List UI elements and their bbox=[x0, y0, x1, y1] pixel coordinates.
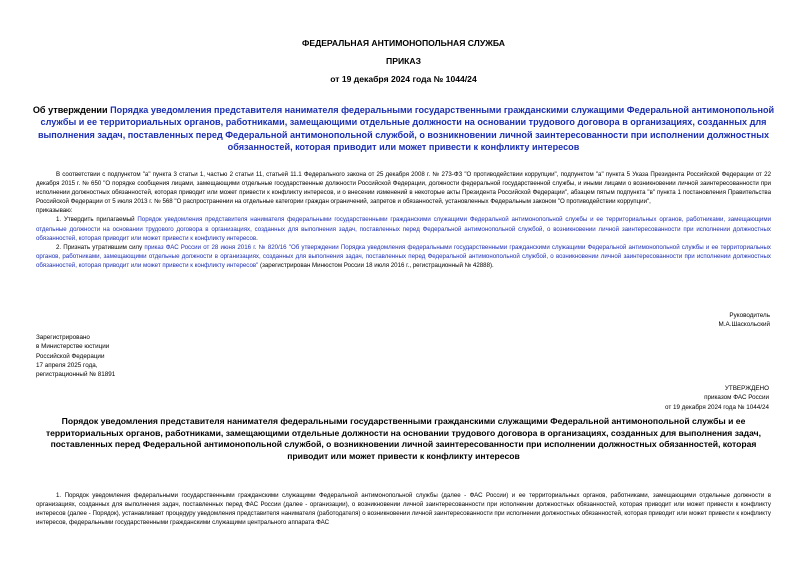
approval-line-2: приказом ФАС России bbox=[704, 394, 769, 402]
approval-line-1: УТВЕРЖДЕНО bbox=[724, 385, 769, 392]
procedure-item-1: 1. Порядок уведомления федеральными государственными гражданскими служащими Федеральной антимонопольной службы (далее - ФАС России) и ее территориальных органов, работниками, замещающими отдельные должности в организациях, созданных для выполнения задач, поставленных перед ФАС России (далее - организации), о возникновении личной заинтересованности при исполнении должностных обязанностей, которая приводит или может привести к конфликту интересов (далее - Порядок), устанавливает процедуру уведомления представителя нанимателя (работодателя) о возникновении личной заинтересованности при исполнении должностных обязанностей, которая приводит или может привести к конфликту интересов, федеральными государственными гражданскими служащими центрального аппарата ФАС bbox=[36, 492, 771, 527]
signature-block bbox=[719, 311, 770, 329]
item-2-prefix: 2. Признать утратившим силу bbox=[56, 243, 145, 251]
item-1-link[interactable]: Порядок уведомления представителя нанимателя федеральными государственными гражданскими служащими Федеральной антимонопольной службы и ее территориальных органов, работниками, замещающими отдельные должности на основании трудового договора в организациях, созданных для выполнения задач, поставленных перед Федеральной антимонопольной службой, о возникновении личной заинтересованности при исполнении должностных обязанностей, которая приводит или может привести к конфликту интересов bbox=[36, 216, 772, 242]
order-title bbox=[22, 104, 785, 154]
registration-block bbox=[36, 333, 115, 379]
approval-line-3: от 19 декабря 2024 года № 1044/24 bbox=[665, 403, 769, 411]
preamble-paragraph: В соответствии с подпунктом "а" пункта 3 статьи 1, частью 2 статьи 11, статьей 11.1 Федерального закона от 25 декабря 2008 г. № 273-ФЗ "О противодействии коррупции", подпунктом "а" пункта 5 Указа Президента Российской Федерации от 22 декабря 2015 г. № 650 "О порядке сообщения лицами, замещающими отдельные государственные должности Российской Федерации, должности федеральной государственной службы, и иными лицами о возникновении личной заинтересованности при исполнении должностных обязанностей, которая приводит или может привести к конфликту интересов, и о внесении изменений в некоторые акты Президента Российской Федерации", абзацем пятым подпункта "в" пункта 1 постановления Правительства Российской Федерации от 5 июля 2013 г. № 568 "О распространении на отдельные категории граждан ограничений, запретов и обязанностей, установленных Федеральным законом "О противодействии коррупции", bbox=[36, 171, 771, 206]
order-body bbox=[36, 170, 771, 270]
signer-name: М.А.Шаскольский bbox=[718, 321, 770, 329]
signer-position: Руководитель bbox=[729, 312, 770, 319]
registration-line-1: Зарегистрировано bbox=[36, 334, 90, 341]
item-1-suffix: . bbox=[256, 234, 258, 242]
approval-block bbox=[665, 384, 769, 412]
item-2-link[interactable]: приказ ФАС России от 28 июня 2016 г. № 820/16 "Об утверждении Порядка уведомления федеральными государственными гражданскими служащими Федеральной антимонопольной службы и ее территориальных органов, работниками, замещающими отдельные должности в организациях, созданных для выполнения задач, поставленных перед Федеральной антимонопольной службой, о возникновении личной заинтересованности при исполнении должностных обязанностей, которая приводит или может привести к конфликту интересов" bbox=[36, 243, 771, 269]
procedure-body bbox=[36, 491, 771, 527]
agency-name: ФЕДЕРАЛЬНАЯ АНТИМОНОПОЛЬНАЯ СЛУЖБА bbox=[302, 38, 505, 48]
procedure-link[interactable]: Порядка уведомления представителя нанимателя федеральными государственными гражданскими служащими Федеральной антимонопольной службы и ее территориальных органов, работниками, замещающими отдельные должности на основании трудового договора в организациях, созданных для выполнения задач, поставленных перед Федеральной антимонопольной службой, о возникновении личной заинтересованности при исполнении должностных обязанностей, которая приводит или может привести к конфликту интересов bbox=[37, 105, 775, 153]
registration-line-5: регистрационный № 81891 bbox=[36, 371, 116, 379]
order-word: приказываю: bbox=[36, 207, 73, 215]
item-1-paragraph bbox=[36, 215, 771, 242]
document-date-number: от 19 декабря 2024 года № 1044/24 bbox=[330, 74, 477, 84]
registration-line-4: 17 апреля 2025 года, bbox=[36, 361, 98, 369]
item-1-prefix: 1. Утвердить прилагаемый bbox=[56, 216, 138, 224]
registration-line-2: в Министерстве юстиции bbox=[36, 343, 110, 351]
title-prefix: Об утверждении bbox=[32, 105, 111, 115]
item-2-suffix: (зарегистрирован Минюстом России 18 июля 2016 г., регистрационный № 42888). bbox=[258, 261, 494, 269]
procedure-title: Порядок уведомления представителя нанимателя федеральными государственными гражданскими служащими Федеральной антимонопольной службы и ее территориальных органов, работниками, замещающими отдельные должности на основании трудового договора в организациях, созданных для выполнения задач, поставленных перед Федеральной антимонопольной службой, о возникновении личной заинтересованности при исполнении должностных обязанностей, которая приводит или может привести к конфликту интересов bbox=[45, 416, 762, 462]
item-2-paragraph bbox=[36, 243, 771, 270]
document-type: ПРИКАЗ bbox=[386, 56, 421, 66]
registration-line-3: Российской Федерации bbox=[36, 352, 105, 360]
